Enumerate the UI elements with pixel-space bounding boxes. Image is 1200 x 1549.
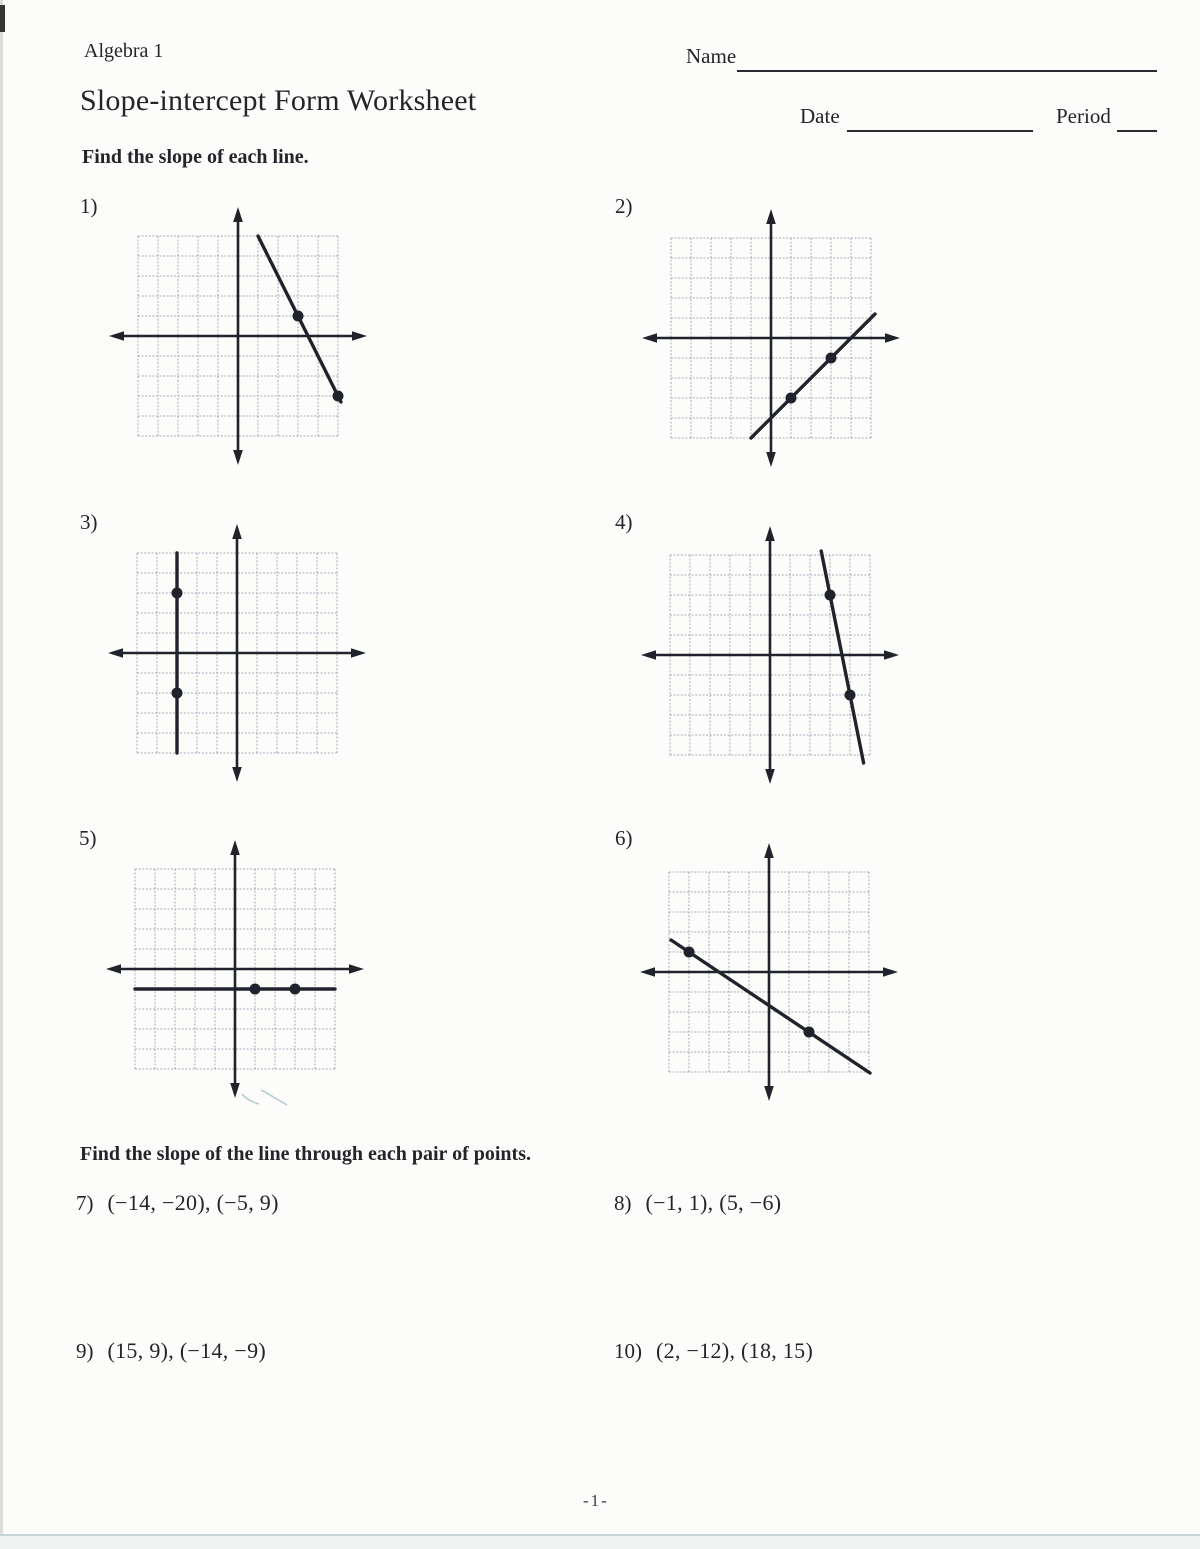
graph-svg <box>103 201 373 471</box>
arrowhead-down-icon <box>232 767 242 782</box>
plotted-point <box>172 588 183 599</box>
problem-9 <box>76 1338 266 1364</box>
arrowhead-left-icon <box>640 967 655 977</box>
arrowhead-left-icon <box>106 964 121 974</box>
problem-8 <box>614 1190 781 1216</box>
plotted-point <box>826 353 837 364</box>
arrowhead-right-icon <box>884 650 899 660</box>
problem-number: 9) <box>76 1339 94 1363</box>
problem-7 <box>76 1190 279 1216</box>
page-number: -1- <box>583 1491 609 1510</box>
axes <box>108 524 366 782</box>
plotted-line <box>821 551 863 763</box>
coordinate-graph-6 <box>634 837 904 1107</box>
graph-svg <box>635 520 905 790</box>
arrowhead-down-icon <box>233 450 243 465</box>
scan-bottom-area <box>0 1536 1200 1549</box>
arrowhead-down-icon <box>765 769 775 784</box>
plotted-point <box>172 688 183 699</box>
scan-edge-strip <box>0 0 3 1549</box>
plotted-point <box>804 1027 815 1038</box>
problem-points: (15, 9), (−14, −9) <box>107 1338 267 1363</box>
arrowhead-right-icon <box>883 967 898 977</box>
graph-svg <box>102 518 372 788</box>
date-label: Date <box>800 104 840 128</box>
plotted-point <box>290 984 301 995</box>
arrowhead-right-icon <box>352 331 367 341</box>
period-blank-line <box>1117 130 1157 132</box>
arrowhead-left-icon <box>642 333 657 343</box>
arrowhead-left-icon <box>109 331 124 341</box>
graph-number: 4) <box>615 510 633 534</box>
plotted-point <box>825 590 836 601</box>
graph-svg <box>100 834 370 1104</box>
name-label: Name <box>686 44 737 68</box>
arrowhead-up-icon <box>232 524 242 539</box>
graph-number: 5) <box>79 826 97 850</box>
plotted-line <box>751 314 875 438</box>
arrowhead-down-icon <box>764 1086 774 1101</box>
problem-number: 7) <box>76 1191 94 1215</box>
graph-number: 1) <box>80 194 98 218</box>
coordinate-graph-2 <box>636 203 906 473</box>
arrowhead-up-icon <box>764 843 774 858</box>
axes <box>109 207 367 465</box>
arrowhead-right-icon <box>351 648 366 658</box>
arrowhead-up-icon <box>233 207 243 222</box>
axes <box>640 843 898 1101</box>
pencil-mark <box>238 1086 293 1112</box>
plotted-point <box>786 393 797 404</box>
plotted-line <box>671 940 870 1073</box>
plotted-point <box>293 311 304 322</box>
arrowhead-right-icon <box>885 333 900 343</box>
course-label: Algebra 1 <box>84 40 164 62</box>
graph-number: 6) <box>615 826 633 850</box>
coordinate-graph-3 <box>102 518 372 788</box>
axes <box>106 840 364 1098</box>
plotted-point <box>333 391 344 402</box>
axes <box>642 209 900 467</box>
plotted-point <box>684 947 695 958</box>
graph-number: 2) <box>615 194 633 218</box>
graph-svg <box>636 203 906 473</box>
arrowhead-left-icon <box>108 648 123 658</box>
graph-svg <box>634 837 904 1107</box>
coordinate-graph-1 <box>103 201 373 471</box>
graph-number: 3) <box>80 510 98 534</box>
problem-points: (−14, −20), (−5, 9) <box>107 1190 279 1215</box>
arrowhead-right-icon <box>349 964 364 974</box>
section-heading-graphs: Find the slope of each line. <box>82 146 309 168</box>
arrowhead-up-icon <box>230 840 240 855</box>
problem-number: 8) <box>614 1191 632 1215</box>
scan-corner-mark <box>0 5 5 32</box>
coordinate-graph-5 <box>100 834 370 1104</box>
problem-points: (2, −12), (18, 15) <box>656 1338 814 1363</box>
problem-points: (−1, 1), (5, −6) <box>645 1190 782 1215</box>
arrowhead-down-icon <box>766 452 776 467</box>
plotted-point <box>250 984 261 995</box>
plotted-point <box>845 690 856 701</box>
section-heading-points: Find the slope of the line through each pair of points. <box>80 1143 531 1165</box>
arrowhead-up-icon <box>765 526 775 541</box>
arrowhead-up-icon <box>766 209 776 224</box>
date-blank-line <box>847 130 1033 132</box>
problem-10 <box>614 1338 813 1364</box>
page-title: Slope-intercept Form Worksheet <box>80 84 477 117</box>
arrowhead-left-icon <box>641 650 656 660</box>
problem-number: 10) <box>614 1339 642 1363</box>
period-label: Period <box>1056 104 1111 128</box>
coordinate-graph-4 <box>635 520 905 790</box>
name-blank-line <box>737 70 1157 72</box>
